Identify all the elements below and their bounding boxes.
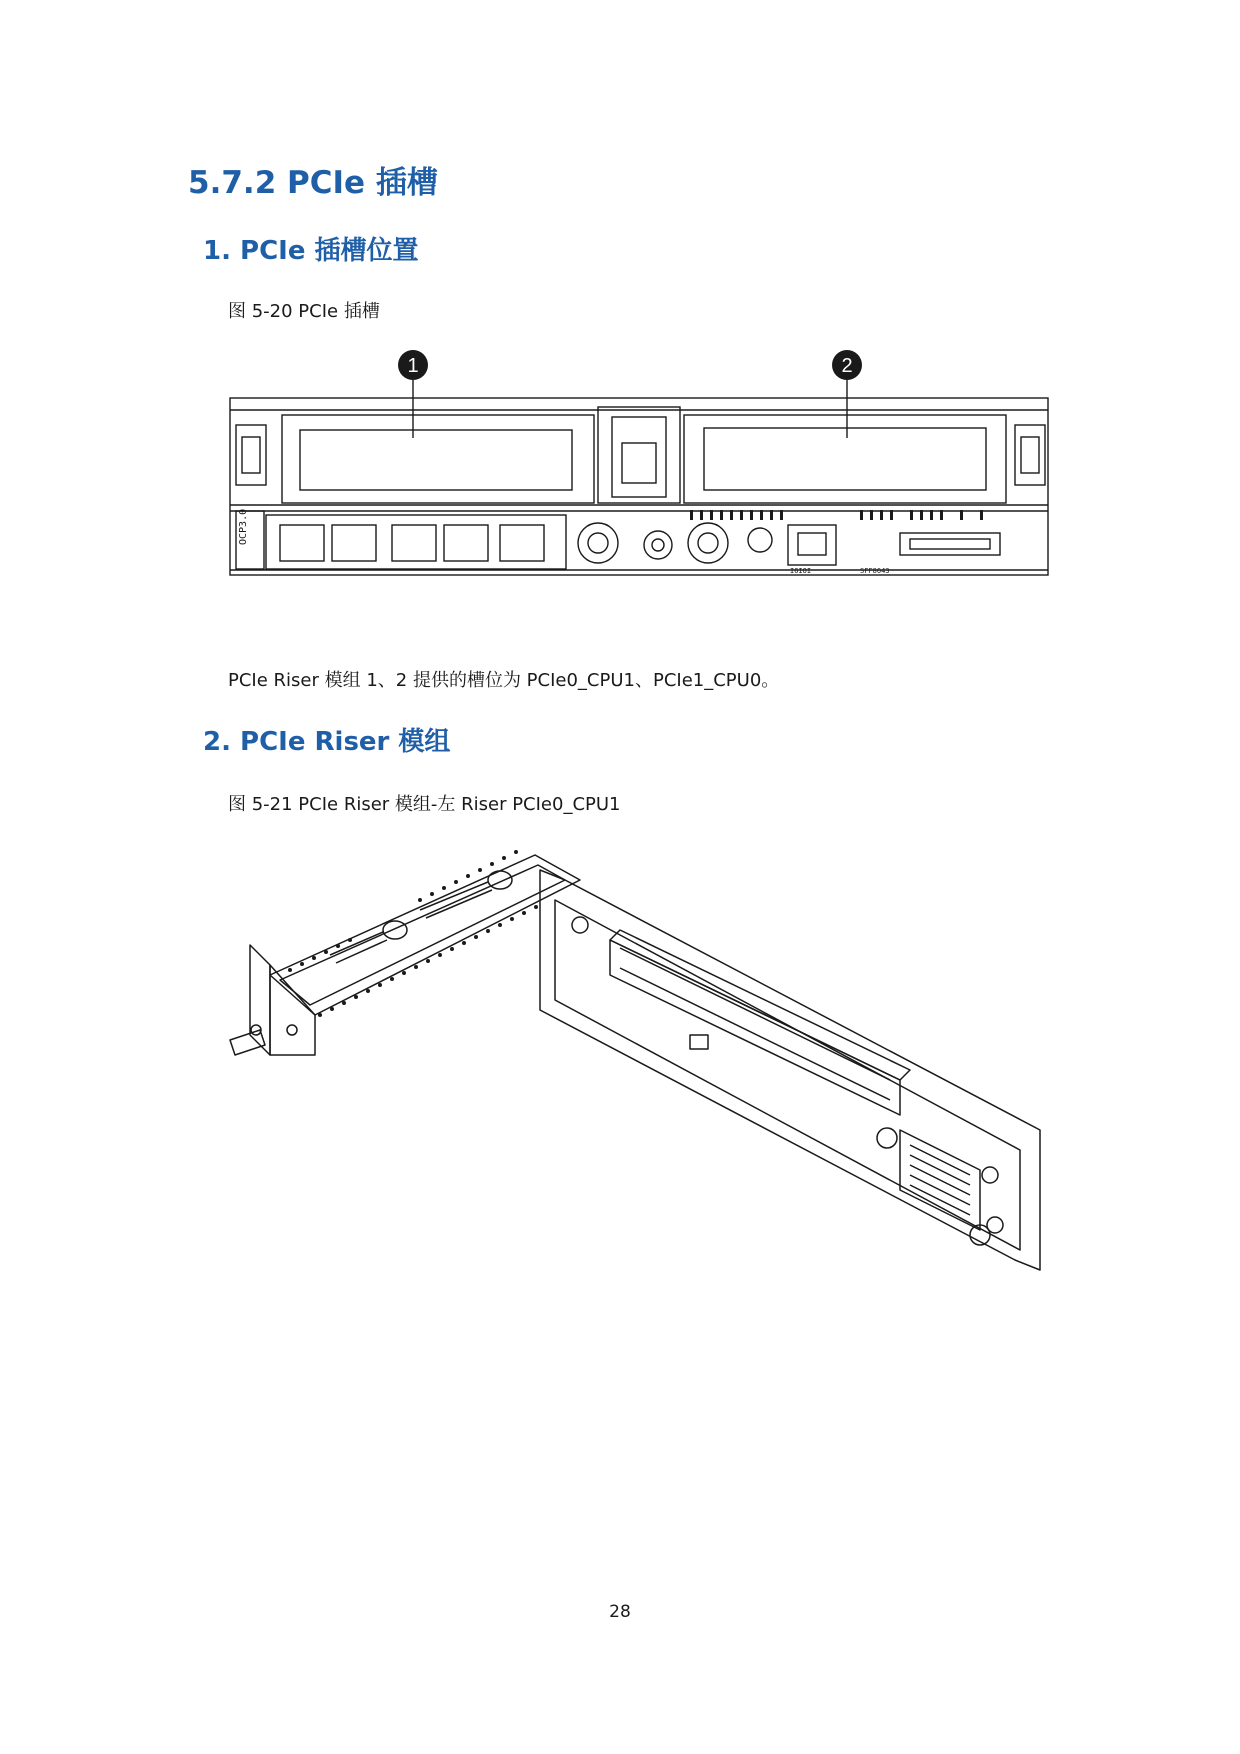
callout-2-label: 2 <box>841 355 853 377</box>
port-label-sff: SFF8643 <box>860 567 890 575</box>
section-heading: 5.7.2 PCIe 插槽 <box>188 165 438 201</box>
pcie-slot-rear-view-figure <box>220 345 1060 585</box>
subsection-heading-riser: 2. PCIe Riser 模组 <box>203 727 451 757</box>
figure-caption-slots: 图 5-20 PCIe 插槽 <box>228 301 380 322</box>
subsection-heading-location: 1. PCIe 插槽位置 <box>203 236 419 266</box>
callout-1-label: 1 <box>407 355 419 377</box>
body-paragraph: PCIe Riser 模组 1、2 提供的槽位为 PCIe0_CPU1、PCIe1_CPU0。 <box>228 670 780 691</box>
pcie-riser-module-figure <box>220 830 1070 1280</box>
figure-caption-riser: 图 5-21 PCIe Riser 模组-左 Riser PCIe0_CPU1 <box>228 794 621 815</box>
ocp-label: OCP3.0 <box>238 508 249 545</box>
port-label-ioioi: IOIOI <box>790 567 812 575</box>
page-number: 28 <box>609 1602 631 1622</box>
